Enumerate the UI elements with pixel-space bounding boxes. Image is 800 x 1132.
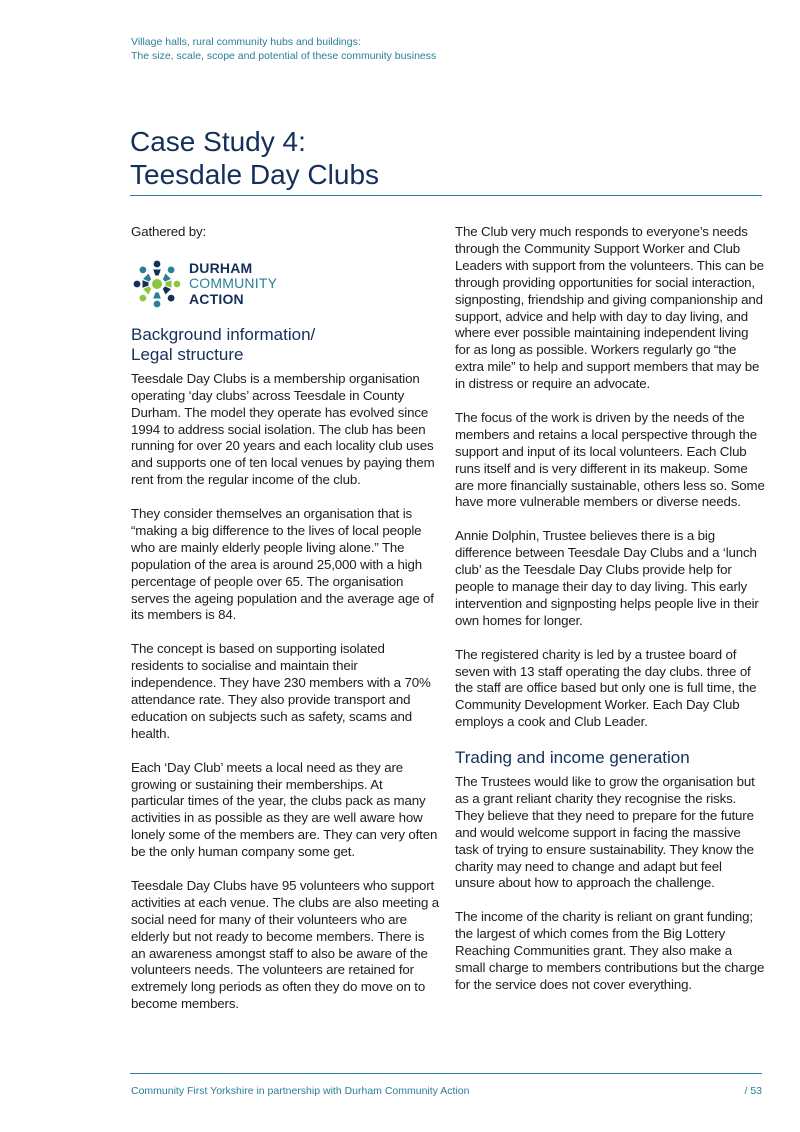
paragraph: The registered charity is led by a trustee board of seven with 13 staff operating the day clubs. three of the staff are office based but only one is full time, the Community Development Worker. Each Day Club employs a cook and Club Leader. [455,646,757,730]
right-column [455,224,765,1011]
paragraph: Teesdale Day Clubs is a membership organisation operating ‘day clubs’ across Teesdale in County Durham. The model they operate has evolved since 1994 to address social isolation. The club has been running for over 20 years and each locality club uses and supports one of ten local venues by paying them rent from the regular income of the club. [131,370,435,488]
section-heading-trading: Trading and income generation [455,748,690,768]
paragraph: The income of the charity is reliant on grant funding; the largest of which comes from the Big Lottery Reaching Communities grant. They also make a small charge to members contributions but the charge for the service does not cover everything. [455,909,765,992]
footer-divider [130,1073,762,1074]
heading-line: Legal structure [131,344,244,364]
logo-word-community: COMMUNITY [189,275,278,292]
running-header [131,36,436,63]
footer-credit: Community First Yorkshire in partnership with Durham Community Action [131,1085,470,1097]
paragraph: The Club very much responds to everyone’s needs through the Community Support Worker and Club Leaders with support from the volunteers. This can be through providing opportunities for social interaction, signposting, friendship and giving companionship and support, advice and help with day to day living, and where ever possible maintaining independent living for as long as possible. Workers regularly go “the extra mile” to help and support members that may be in distress or require an advocate. [455,224,764,392]
page-title-line2: Teesdale Day Clubs [130,159,380,190]
page-number: / 53 [744,1085,762,1097]
gathered-by-label: Gathered by: [131,224,207,239]
paragraph: The Trustees would like to grow the organisation but as a grant reliant charity they recognise the risks. They believe that they need to prepare for the future and would welcome support in facing the massive task of trying to ensure sustainability. They know the charity may need to change and adapt but feel unsure about how to approach the challenge. [455,774,755,891]
title-divider [130,195,762,196]
left-column [131,224,439,1030]
section-heading-background [131,325,439,365]
page-title-line1: Case Study 4: [130,126,306,157]
paragraph: Annie Dolphin, Trustee believes there is a big difference between Teesdale Day Clubs and a ‘lunch club’ as the Teesdale Day Clubs provide help for people to manage their day to day living. This early intervention and signposting helps people live in their own homes for longer. [455,528,759,628]
logo-word-durham: DURHAM [189,259,253,276]
paragraph: Teesdale Day Clubs have 95 volunteers who support activities at each venue. The clubs are also meeting a social need for many of their volunteers who are elderly but not ready to become members. There is an awareness amongst staff to also be aware of the volunteers needs. The volunteers are retained for extremely long periods as often they do move on to become members. [131,877,440,1012]
page-title [130,125,379,191]
paragraph: The focus of the work is driven by the needs of the members and retains a local perspective through the support and input of its local volunteers. Each Club runs itself and is very different in its makeup. Some are more financially sustainable, others less so. Some have more vulnerable members or diverse needs. [455,409,765,510]
durham-community-action-logo [131,258,439,310]
paragraph: The concept is based on supporting isolated residents to socialise and maintain their independence. They have 230 members with a 70% attendance rate. They also provide transport and education on subjects such as safety, scams and health. [131,641,431,741]
logo-people-circle-icon [131,258,183,310]
paragraph: They consider themselves an organisation that is “making a big difference to the lives of local people who are mainly elderly people living alone.” The population of the area is around 25,000 with a high percentage of people over 65. The organisation serves the ageing population and the average age of its members is 84. [131,506,434,623]
running-header-line2: The size, scale, scope and potential of these community business [131,49,437,62]
heading-line: Background information/ [131,324,316,344]
logo-word-action: ACTION [189,290,244,307]
paragraph: Each ‘Day Club’ meets a local need as they are growing or sustaining their memberships. At particular times of the year, the clubs pack as many activities in as possible as they are well aware how lonely some of the members are. They can very often be the only human company some get. [131,759,438,860]
logo-wordmark [189,261,277,308]
running-header-line1: Village halls, rural community hubs and buildings: [131,36,361,48]
